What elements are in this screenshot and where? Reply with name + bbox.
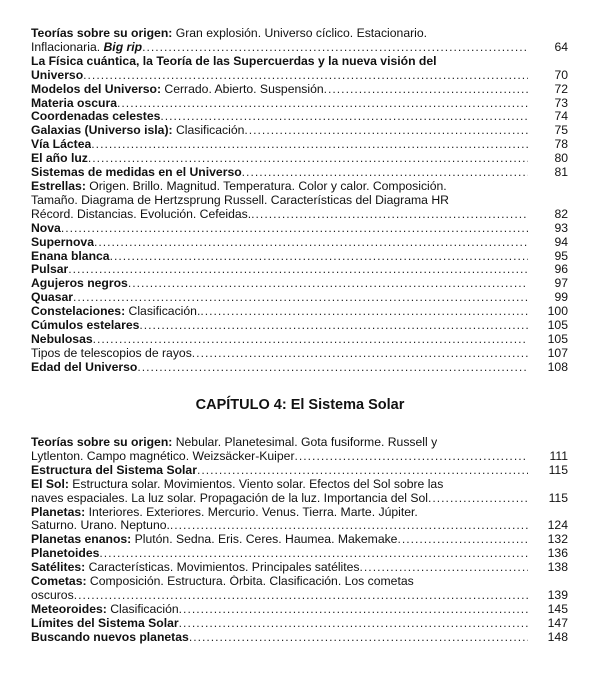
toc-page-number: 139 bbox=[547, 587, 568, 602]
toc-page-number: 80 bbox=[554, 151, 568, 166]
toc-entry-text bbox=[31, 561, 360, 575]
toc-entry-line bbox=[31, 277, 568, 291]
toc-page-number: 81 bbox=[554, 165, 568, 180]
toc-entry-detail: naves espaciales. La luz solar. Propagación de la luz. Importancia del Sol bbox=[31, 491, 429, 505]
toc-entry-line bbox=[31, 589, 568, 603]
toc-page-number: 97 bbox=[554, 276, 568, 291]
toc-page-number: 94 bbox=[554, 234, 568, 249]
toc-entry-title: El Sol: bbox=[31, 477, 69, 491]
toc-entry-line bbox=[31, 97, 568, 111]
toc-entry-text bbox=[31, 180, 447, 194]
toc-entry-line bbox=[31, 450, 568, 464]
toc-entry-text bbox=[31, 305, 200, 319]
toc-entry-line bbox=[31, 208, 568, 222]
toc-entry-text bbox=[31, 492, 428, 506]
toc-page-number: 124 bbox=[547, 518, 568, 533]
toc-entry-title: Estructura del Sistema Solar bbox=[31, 463, 197, 477]
dot-leader bbox=[128, 277, 528, 291]
toc-page-number: 75 bbox=[554, 123, 568, 138]
toc-entry-text bbox=[31, 506, 418, 520]
toc-entry-detail: Composición. Estructura. Órbita. Clasificación. Los cometas bbox=[86, 575, 414, 589]
dot-leader bbox=[179, 603, 528, 617]
toc-entry-detail: Inflacionaria. bbox=[31, 40, 104, 54]
toc-page-number: 145 bbox=[547, 601, 568, 616]
toc-entry-text bbox=[31, 69, 83, 83]
toc-entry-detail: Clasificación bbox=[106, 602, 179, 616]
toc-entry-line bbox=[31, 222, 568, 236]
toc-entry bbox=[31, 250, 568, 264]
toc-entry-text bbox=[31, 27, 427, 41]
dot-leader bbox=[61, 222, 528, 236]
dot-leader bbox=[160, 110, 528, 124]
dot-leader bbox=[189, 631, 528, 645]
toc-entry-line bbox=[31, 506, 568, 520]
toc-entry bbox=[31, 138, 568, 152]
toc-entry bbox=[31, 263, 568, 277]
toc-entry bbox=[31, 222, 568, 236]
toc-entry-text bbox=[31, 97, 117, 111]
toc-page-number: 115 bbox=[548, 490, 568, 505]
dot-leader bbox=[83, 69, 528, 83]
toc-entry-line bbox=[31, 478, 568, 492]
toc-entry-detail: Plutón. Sedna. Eris. Ceres. Haumea. Makemake bbox=[131, 533, 398, 547]
toc-entry-line bbox=[31, 152, 568, 166]
toc-entry-text bbox=[31, 83, 324, 97]
toc-entry-text bbox=[31, 436, 437, 450]
toc-entry bbox=[31, 124, 568, 138]
toc-entry-title: Sistemas de medidas en el Universo bbox=[31, 166, 242, 180]
toc-entry bbox=[31, 305, 568, 319]
dot-leader bbox=[360, 561, 528, 575]
dot-leader bbox=[179, 617, 528, 631]
dot-leader bbox=[94, 236, 528, 250]
toc-entry-title: Planetas enanos: bbox=[31, 533, 132, 547]
toc-page-number: 100 bbox=[547, 304, 568, 319]
toc-entry-line bbox=[31, 110, 568, 124]
toc-entry-title: Coordenadas celestes bbox=[31, 110, 161, 124]
toc-entry bbox=[31, 617, 568, 631]
toc-entry-line bbox=[31, 319, 568, 333]
toc-entry-line bbox=[31, 361, 568, 375]
toc-entry-title: Buscando nuevos planetas bbox=[31, 630, 189, 644]
dot-leader bbox=[324, 83, 528, 97]
dot-leader bbox=[93, 333, 528, 347]
toc-entry-detail: Saturno. Urano. Neptuno. bbox=[31, 519, 170, 533]
toc-entry bbox=[31, 478, 568, 506]
toc-entry-title: Enana blanca bbox=[31, 249, 110, 263]
dot-leader bbox=[170, 519, 528, 533]
toc-entry bbox=[31, 464, 568, 478]
toc-entry-title: Edad del Universo bbox=[31, 360, 138, 374]
toc-entry-title: Galaxias (Universo isla): bbox=[31, 124, 173, 138]
toc-entry-line bbox=[31, 291, 568, 305]
toc-page-number: 105 bbox=[547, 331, 568, 346]
toc-entry-text bbox=[31, 124, 244, 138]
toc-page-number: 108 bbox=[547, 359, 568, 374]
toc-entry bbox=[31, 97, 568, 111]
toc-entry-text bbox=[31, 236, 94, 250]
toc-page-number: 107 bbox=[547, 345, 568, 360]
toc-page-number: 64 bbox=[554, 39, 568, 54]
toc-entry bbox=[31, 27, 568, 55]
toc-entry-text bbox=[31, 152, 88, 166]
toc-entry-title: Teorías sobre su origen: bbox=[31, 27, 173, 40]
toc-entry-detail: oscuros bbox=[31, 588, 74, 602]
dot-leader bbox=[192, 347, 528, 361]
chapter-heading: CAPÍTULO 4: El Sistema Solar bbox=[195, 397, 405, 413]
dot-leader bbox=[428, 492, 528, 506]
dot-leader bbox=[137, 361, 528, 375]
toc-entry-detail: Tipos de telescopios de rayos bbox=[31, 346, 192, 360]
toc-entry-line bbox=[31, 250, 568, 264]
toc-entry-line bbox=[31, 180, 568, 194]
toc-entry-title: Planetoides bbox=[31, 547, 100, 561]
toc-page-number: 132 bbox=[547, 532, 568, 547]
toc-entry-line bbox=[31, 236, 568, 250]
toc-entry-line bbox=[31, 617, 568, 631]
toc-entry bbox=[31, 180, 568, 222]
toc-entry-title: Cúmulos estelares bbox=[31, 319, 140, 333]
toc-entry-title: El año luz bbox=[31, 152, 88, 166]
toc-entry-detail: Estructura solar. Movimientos. Viento solar. Efectos del Sol sobre las bbox=[68, 477, 444, 491]
toc-entry bbox=[31, 110, 568, 124]
dot-leader bbox=[142, 41, 528, 55]
toc-entry bbox=[31, 83, 568, 97]
toc-page-number: 136 bbox=[547, 546, 568, 561]
toc-entry-line bbox=[31, 575, 568, 589]
toc-section-chapter-4 bbox=[31, 436, 568, 645]
toc-page-number: 111 bbox=[549, 448, 568, 463]
toc-entry bbox=[31, 291, 568, 305]
dot-leader bbox=[110, 250, 528, 264]
dot-leader bbox=[251, 208, 528, 222]
toc-entry-detail: Características. Movimientos. Principales satélites bbox=[85, 561, 360, 575]
toc-entry-line bbox=[31, 561, 568, 575]
toc-entry-detail: Nebular. Planetesimal. Gota fusiforme. Russell y bbox=[172, 436, 438, 449]
toc-entry-text bbox=[31, 55, 437, 69]
toc-entry-text bbox=[31, 547, 99, 561]
toc-page-number: 148 bbox=[547, 629, 568, 644]
toc-entry-line bbox=[31, 305, 568, 319]
toc-entry-text bbox=[31, 533, 397, 547]
dot-leader bbox=[91, 138, 528, 152]
toc-entry-title: Modelos del Universo: bbox=[31, 82, 162, 96]
toc-entry-text bbox=[31, 277, 128, 291]
toc-entry-line bbox=[31, 27, 568, 41]
toc-entry-line bbox=[31, 194, 568, 208]
toc-page-number: 82 bbox=[554, 206, 568, 221]
toc-entry bbox=[31, 152, 568, 166]
toc-entry-text bbox=[31, 110, 160, 124]
toc-entry-line bbox=[31, 631, 568, 645]
toc-entry-detail: Origen. Brillo. Magnitud. Temperatura. Color y calor. Composición. bbox=[85, 179, 447, 193]
dot-leader bbox=[88, 152, 528, 166]
dot-leader bbox=[74, 589, 528, 603]
toc-page-number: 115 bbox=[548, 462, 568, 477]
toc-page-number: 70 bbox=[554, 67, 568, 82]
toc-entry-title: Nebulosas bbox=[31, 332, 93, 346]
toc-entry-title: La Física cuántica, la Teoría de las Supercuerdas y la nueva visión del bbox=[31, 54, 437, 68]
dot-leader bbox=[295, 450, 528, 464]
toc-entry-title: Cometas: bbox=[31, 575, 87, 589]
toc-entry bbox=[31, 561, 568, 575]
toc-page-number: 147 bbox=[547, 615, 568, 630]
dot-leader bbox=[242, 166, 528, 180]
toc-entry bbox=[31, 319, 568, 333]
toc-entry-text bbox=[31, 166, 242, 180]
toc-page-number: 138 bbox=[547, 560, 568, 575]
toc-entry-detail: Récord. Distancias. Evolución. Cefeidas. bbox=[31, 207, 252, 221]
toc-entry-line bbox=[31, 263, 568, 277]
dot-leader bbox=[397, 533, 528, 547]
toc-entry bbox=[31, 575, 568, 603]
toc-entry-text bbox=[31, 575, 414, 589]
dot-leader bbox=[73, 291, 528, 305]
toc-entry-line bbox=[31, 138, 568, 152]
toc-entry-line bbox=[31, 166, 568, 180]
toc-entry-line bbox=[31, 547, 568, 561]
toc-entry-title: Constelaciones: bbox=[31, 305, 126, 319]
toc-entry-title: Materia oscura bbox=[31, 96, 118, 110]
toc-entry-title: Límites del Sistema Solar bbox=[31, 616, 179, 630]
toc-entry-text bbox=[31, 347, 192, 361]
toc-entry-text bbox=[31, 250, 110, 264]
toc-entry-line bbox=[31, 69, 568, 83]
toc-entry-detail: Gran explosión. Universo cíclico. Estacionario. bbox=[172, 27, 428, 40]
toc-entry-text bbox=[31, 617, 179, 631]
toc-entry-line bbox=[31, 124, 568, 138]
toc-entry-text bbox=[31, 361, 137, 375]
dot-leader bbox=[68, 263, 528, 277]
toc-entry-text bbox=[31, 450, 295, 464]
toc-entry-title: Quasar bbox=[31, 291, 74, 305]
dot-leader bbox=[244, 124, 528, 138]
dot-leader bbox=[117, 97, 528, 111]
toc-entry bbox=[31, 547, 568, 561]
toc-entry-text bbox=[31, 589, 74, 603]
toc-entry-title: Nova bbox=[31, 221, 61, 235]
toc-entry-text bbox=[31, 222, 61, 236]
toc-entry-line bbox=[31, 55, 568, 69]
toc-entry-line bbox=[31, 41, 568, 55]
toc-page-number: 93 bbox=[554, 220, 568, 235]
toc-entry-text bbox=[31, 291, 73, 305]
toc-page-number: 99 bbox=[554, 290, 568, 305]
toc-entry bbox=[31, 533, 568, 547]
toc-entry bbox=[31, 506, 568, 534]
toc-entry-detail: Clasificación. bbox=[125, 305, 201, 319]
toc-entry bbox=[31, 55, 568, 83]
toc-entry-text bbox=[31, 603, 179, 617]
toc-entry-title: Planetas: bbox=[31, 505, 86, 519]
toc-entry-text bbox=[31, 194, 449, 208]
toc-entry-title: Vía Láctea bbox=[31, 138, 92, 152]
toc-entry-line bbox=[31, 436, 568, 450]
toc-entry-title: Satélites: bbox=[31, 561, 86, 575]
toc-page-number: 78 bbox=[554, 137, 568, 152]
toc-entry bbox=[31, 361, 568, 375]
toc-entry-title: Universo bbox=[31, 68, 84, 82]
toc-entry bbox=[31, 277, 568, 291]
toc-entry bbox=[31, 333, 568, 347]
toc-entry-line bbox=[31, 347, 568, 361]
toc-entry-detail: Interiores. Exteriores. Mercurio. Venus. Tierra. Marte. Júpiter. bbox=[85, 505, 418, 519]
toc-entry-detail: Big rip bbox=[103, 40, 143, 54]
toc-entry-detail: Clasificación bbox=[172, 124, 245, 138]
toc-entry-text bbox=[31, 263, 68, 277]
toc-section-chapter-3 bbox=[31, 27, 568, 375]
toc-entry-detail: Tamaño. Diagrama de Hertzsprung Russell. Características del Diagrama HR bbox=[31, 193, 449, 207]
toc-entry-text bbox=[31, 319, 139, 333]
toc-entry-detail: Cerrado. Abierto. Suspensión bbox=[161, 82, 324, 96]
toc-entry bbox=[31, 603, 568, 617]
toc-entry bbox=[31, 236, 568, 250]
toc-page-number: 74 bbox=[554, 109, 568, 124]
toc-entry bbox=[31, 347, 568, 361]
toc-entry-title: Meteoroides: bbox=[31, 602, 107, 616]
toc-entry-text bbox=[31, 333, 93, 347]
toc-entry-line bbox=[31, 333, 568, 347]
toc-entry-title: Agujeros negros bbox=[31, 277, 128, 291]
toc-entry-text bbox=[31, 464, 197, 478]
toc-page-number: 73 bbox=[554, 95, 568, 110]
toc-entry-title: Teorías sobre su origen: bbox=[31, 436, 173, 449]
toc-entry-title: Pulsar bbox=[31, 263, 69, 277]
toc-entry-line bbox=[31, 464, 568, 478]
toc-entry-text bbox=[31, 631, 189, 645]
toc-entry-detail: Lytlenton. Campo magnético. Weizsäcker-Kuiper bbox=[31, 449, 295, 463]
toc-page-number: 95 bbox=[554, 248, 568, 263]
toc-entry-line bbox=[31, 603, 568, 617]
dot-leader bbox=[139, 319, 528, 333]
toc-entry bbox=[31, 166, 568, 180]
toc-page-number: 105 bbox=[547, 318, 568, 333]
toc-page-number: 96 bbox=[554, 262, 568, 277]
toc-entry-text bbox=[31, 478, 443, 492]
dot-leader bbox=[99, 547, 528, 561]
toc-entry-text bbox=[31, 41, 142, 55]
toc-page-number: 72 bbox=[554, 81, 568, 96]
toc-entry-text bbox=[31, 519, 170, 533]
toc-entry-line bbox=[31, 492, 568, 506]
toc-entry-line bbox=[31, 533, 568, 547]
toc-entry-title: Supernova bbox=[31, 235, 94, 249]
toc-entry-text bbox=[31, 208, 251, 222]
toc-entry bbox=[31, 631, 568, 645]
toc-entry-line bbox=[31, 83, 568, 97]
toc-entry bbox=[31, 436, 568, 464]
toc-entry-title: Estrellas: bbox=[31, 179, 86, 193]
toc-entry-text bbox=[31, 138, 91, 152]
dot-leader bbox=[197, 464, 528, 478]
dot-leader bbox=[200, 305, 528, 319]
toc-entry-line bbox=[31, 519, 568, 533]
